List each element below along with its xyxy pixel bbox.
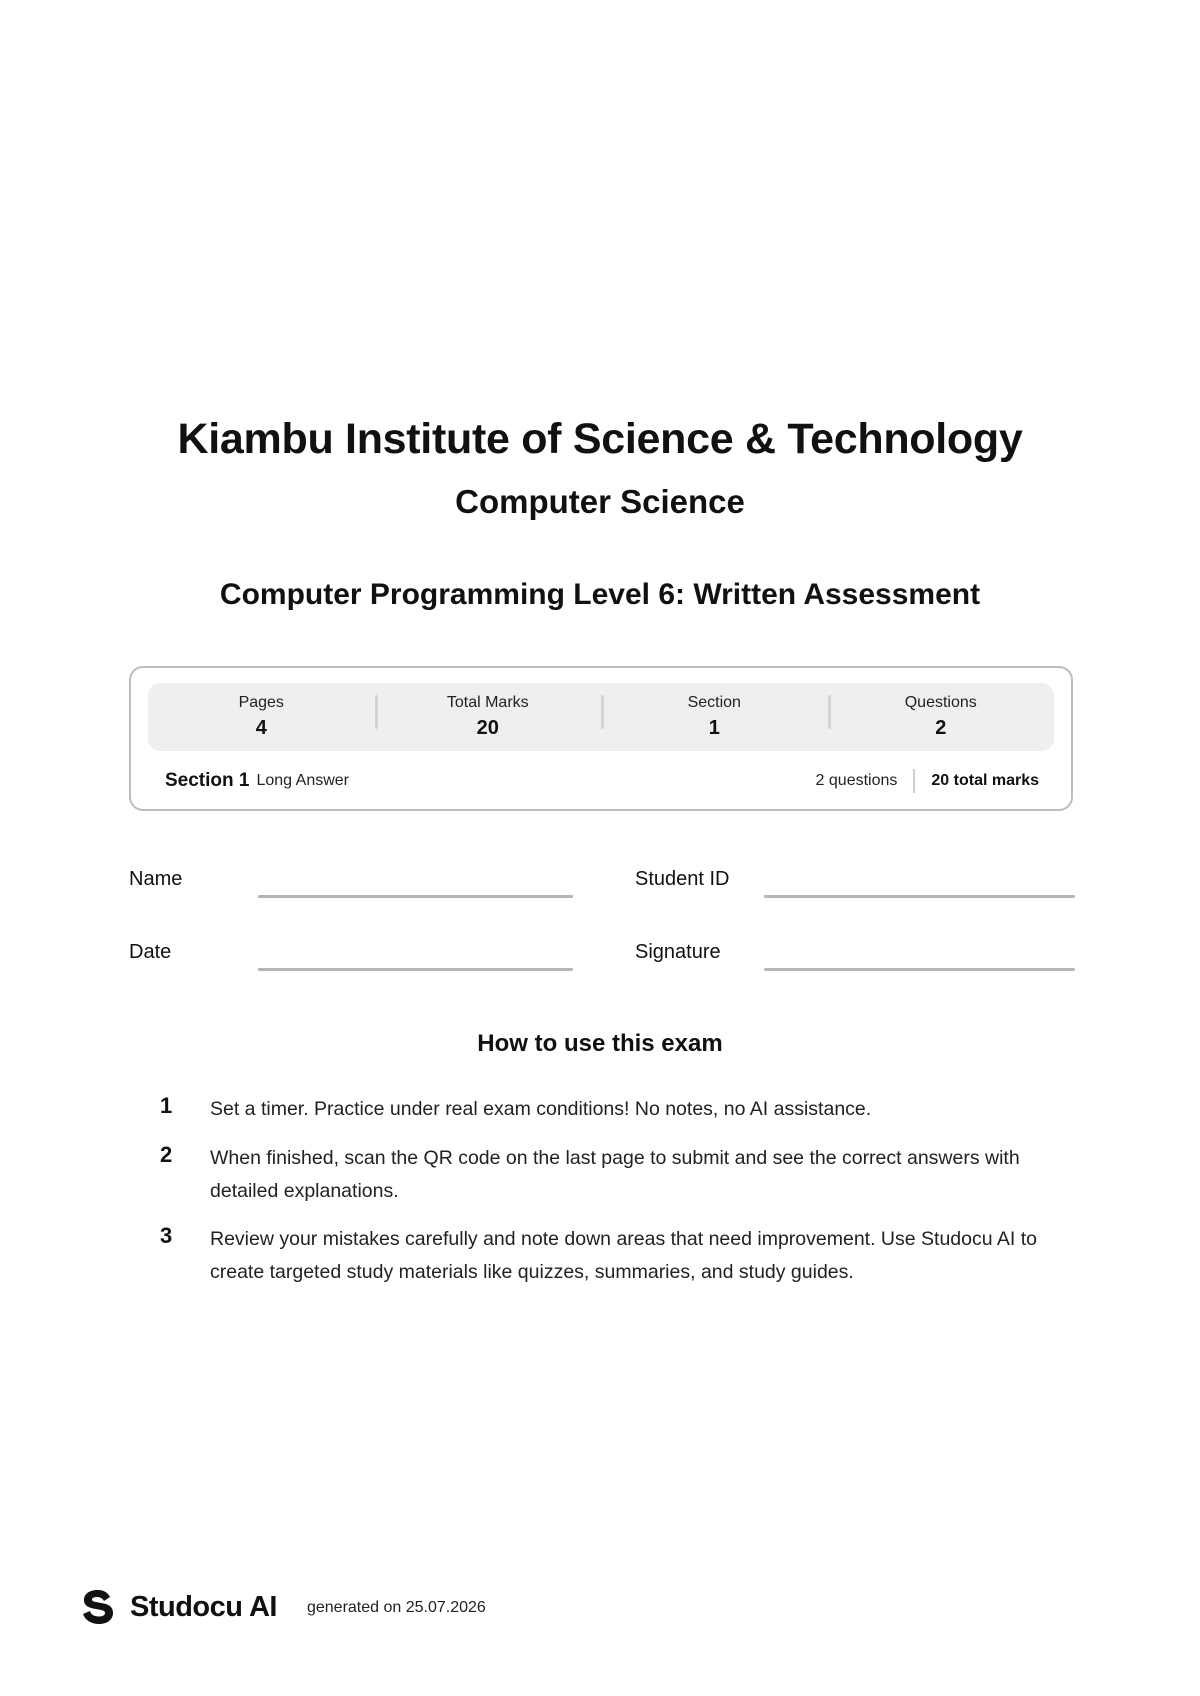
stat-value: 1 xyxy=(708,717,720,739)
generated-date: generated on 25.07.2026 xyxy=(306,1599,486,1616)
stat-label: Total Marks xyxy=(446,694,529,711)
section-summary-row xyxy=(165,767,1039,795)
section-meta xyxy=(816,769,1039,793)
name-field xyxy=(129,868,574,908)
section-divider xyxy=(913,769,915,793)
date-field xyxy=(129,941,574,981)
studocu-logo-icon xyxy=(80,1587,116,1627)
step-text: Review your mistakes carefully and note down areas that need improvement. Use Studocu AI to create targeted study materials like quizzes, summaries, and study guides. xyxy=(210,1228,1038,1283)
studocu-logo-text: Studocu AI xyxy=(130,1590,277,1623)
stat-total-marks xyxy=(375,693,602,741)
section-total-marks: 20 total marks xyxy=(931,772,1039,789)
student-id-input-line[interactable] xyxy=(764,895,1075,898)
exam-title: Computer Programming Level 6: Written Assessment xyxy=(219,578,981,611)
student-id-field xyxy=(635,868,1075,908)
department-name: Computer Science xyxy=(455,483,745,520)
stat-pages xyxy=(148,693,375,741)
step-number: 3 xyxy=(160,1223,173,1248)
stat-label: Questions xyxy=(904,694,977,711)
student-id-label: Student ID xyxy=(635,868,730,890)
stat-label: Pages xyxy=(238,694,284,711)
date-input-line[interactable] xyxy=(258,968,573,971)
stat-value: 2 xyxy=(935,717,947,739)
signature-field xyxy=(635,941,1075,981)
name-label: Name xyxy=(129,868,183,890)
step-number: 2 xyxy=(160,1142,173,1167)
exam-summary-card xyxy=(129,666,1073,811)
stats-bar xyxy=(148,683,1054,751)
date-label: Date xyxy=(129,941,172,963)
stat-value: 4 xyxy=(255,717,267,739)
step-text: Set a timer. Practice under real exam conditions! No notes, no AI assistance. xyxy=(210,1098,872,1120)
section-name: Section 1 xyxy=(165,770,250,791)
footer xyxy=(80,1585,486,1629)
step-text: When finished, scan the QR code on the last page to submit and see the correct answers with detailed explanations. xyxy=(210,1147,1020,1202)
stat-section xyxy=(601,693,828,741)
signature-input-line[interactable] xyxy=(764,968,1075,971)
stat-value: 20 xyxy=(476,717,499,739)
instructions-title: How to use this exam xyxy=(477,1030,723,1057)
section-question-count: 2 questions xyxy=(815,772,898,789)
stat-questions xyxy=(828,693,1055,741)
institution-name: Kiambu Institute of Science & Technology xyxy=(177,415,1023,463)
signature-label: Signature xyxy=(635,941,721,963)
stat-label: Section xyxy=(687,694,741,711)
section-type: Long Answer xyxy=(256,772,349,789)
name-input-line[interactable] xyxy=(258,895,573,898)
step-number: 1 xyxy=(160,1093,173,1118)
